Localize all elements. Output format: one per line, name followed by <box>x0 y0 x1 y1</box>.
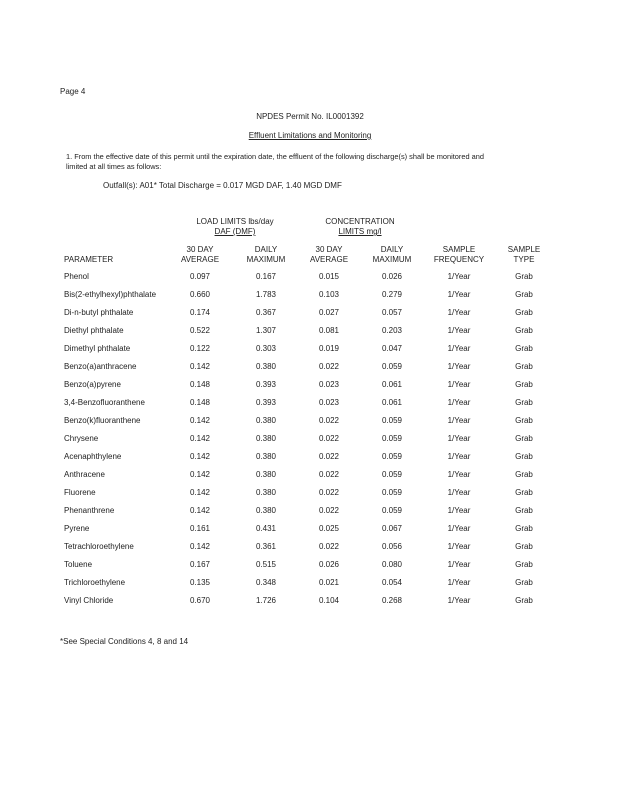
cell-parameter: Trichloroethylene <box>64 578 126 587</box>
column-header-conc-avg-line1: 30 DAY <box>315 245 343 254</box>
cell-conc-avg: 0.022 <box>318 488 340 497</box>
cell-sample-type: Grab <box>515 398 533 407</box>
cell-sample-type: Grab <box>515 434 533 443</box>
column-header-load-max-line2: MAXIMUM <box>246 255 286 264</box>
cell-load-max: 0.380 <box>255 452 277 461</box>
cell-sample-type: Grab <box>515 344 533 353</box>
column-header-load-avg-line2: AVERAGE <box>180 255 220 264</box>
cell-parameter: Acenaphthylene <box>64 452 122 461</box>
cell-sample-frequency: 1/Year <box>447 524 471 533</box>
cell-sample-frequency: 1/Year <box>447 344 471 353</box>
cell-sample-type: Grab <box>515 542 533 551</box>
cell-load-avg: 0.142 <box>189 488 211 497</box>
cell-conc-avg: 0.021 <box>318 578 340 587</box>
cell-parameter: Bis(2-ethylhexyl)phthalate <box>64 290 157 299</box>
cell-conc-avg: 0.027 <box>318 308 340 317</box>
load-limits-title: LOAD LIMITS lbs/day <box>196 217 274 226</box>
intro-line-2: limited at all times as follows: <box>66 162 162 171</box>
footnote: *See Special Conditions 4, 8 and 14 <box>60 637 189 646</box>
column-header-load-max <box>236 245 296 265</box>
cell-sample-frequency: 1/Year <box>447 470 471 479</box>
cell-conc-max: 0.059 <box>381 434 403 443</box>
cell-load-avg: 0.161 <box>189 524 211 533</box>
cell-load-max: 1.307 <box>255 326 277 335</box>
cell-sample-frequency: 1/Year <box>447 272 471 281</box>
cell-load-max: 0.380 <box>255 362 277 371</box>
cell-sample-type: Grab <box>515 506 533 515</box>
cell-sample-type: Grab <box>515 308 533 317</box>
cell-load-avg: 0.167 <box>189 560 211 569</box>
cell-conc-avg: 0.081 <box>318 326 340 335</box>
column-header-sample-type <box>496 245 552 265</box>
cell-sample-frequency: 1/Year <box>447 290 471 299</box>
cell-parameter: 3,4-Benzofluoranthene <box>64 398 145 407</box>
cell-parameter: Vinyl Chloride <box>64 596 114 605</box>
cell-conc-avg: 0.025 <box>318 524 340 533</box>
cell-conc-max: 0.059 <box>381 452 403 461</box>
cell-load-max: 0.380 <box>255 470 277 479</box>
cell-sample-type: Grab <box>515 524 533 533</box>
section-title: Effluent Limitations and Monitoring <box>248 131 372 140</box>
cell-load-max: 0.393 <box>255 380 277 389</box>
cell-parameter: Chrysene <box>64 434 99 443</box>
cell-sample-frequency: 1/Year <box>447 326 471 335</box>
cell-conc-max: 0.059 <box>381 488 403 497</box>
cell-conc-max: 0.067 <box>381 524 403 533</box>
cell-load-max: 1.783 <box>255 290 277 299</box>
cell-load-avg: 0.522 <box>189 326 211 335</box>
cell-sample-frequency: 1/Year <box>447 578 471 587</box>
cell-conc-avg: 0.026 <box>318 560 340 569</box>
cell-conc-max: 0.059 <box>381 506 403 515</box>
cell-load-max: 0.515 <box>255 560 277 569</box>
cell-sample-frequency: 1/Year <box>447 434 471 443</box>
cell-conc-avg: 0.103 <box>318 290 340 299</box>
cell-load-avg: 0.097 <box>189 272 211 281</box>
intro-line-1: 1. From the effective date of this permit until the expiration date, the effluent of the following discharge(s) shall be monitored and <box>66 152 484 161</box>
cell-load-avg: 0.142 <box>189 416 211 425</box>
cell-sample-type: Grab <box>515 380 533 389</box>
cell-parameter: Benzo(a)pyrene <box>64 380 121 389</box>
cell-load-avg: 0.660 <box>189 290 211 299</box>
cell-sample-frequency: 1/Year <box>447 308 471 317</box>
concentration-limits-header <box>305 217 415 237</box>
cell-sample-type: Grab <box>515 452 533 461</box>
cell-conc-avg: 0.023 <box>318 398 340 407</box>
cell-conc-avg: 0.022 <box>318 434 340 443</box>
cell-sample-type: Grab <box>515 416 533 425</box>
column-header-load-max-line1: DAILY <box>254 245 278 254</box>
cell-conc-max: 0.279 <box>381 290 403 299</box>
cell-sample-frequency: 1/Year <box>447 362 471 371</box>
cell-parameter: Phenanthrene <box>64 506 115 515</box>
cell-sample-type: Grab <box>515 596 533 605</box>
cell-load-max: 0.393 <box>255 398 277 407</box>
cell-sample-frequency: 1/Year <box>447 452 471 461</box>
outfall-line: Outfall(s): A01* Total Discharge = 0.017 MGD DAF, 1.40 MGD DMF <box>103 181 342 190</box>
column-header-load-avg-line1: 30 DAY <box>186 245 214 254</box>
cell-load-avg: 0.142 <box>189 542 211 551</box>
cell-load-avg: 0.142 <box>189 452 211 461</box>
cell-load-max: 0.380 <box>255 506 277 515</box>
cell-load-max: 0.380 <box>255 488 277 497</box>
cell-sample-type: Grab <box>515 362 533 371</box>
column-header-load-avg <box>170 245 230 265</box>
cell-parameter: Anthracene <box>64 470 105 479</box>
cell-parameter: Phenol <box>64 272 89 281</box>
cell-parameter: Fluorene <box>64 488 96 497</box>
cell-load-max: 0.367 <box>255 308 277 317</box>
cell-sample-frequency: 1/Year <box>447 596 471 605</box>
concentration-limits-subtitle: LIMITS mg/l <box>338 227 382 236</box>
cell-sample-type: Grab <box>515 560 533 569</box>
permit-title: NPDES Permit No. IL0001392 <box>256 112 364 121</box>
load-limits-header <box>175 217 295 237</box>
column-header-conc-avg-line2: AVERAGE <box>309 255 349 264</box>
cell-sample-frequency: 1/Year <box>447 506 471 515</box>
column-header-conc-max <box>362 245 422 265</box>
column-header-sample-type-line1: SAMPLE <box>507 245 541 254</box>
cell-sample-type: Grab <box>515 578 533 587</box>
cell-parameter: Benzo(k)fluoranthene <box>64 416 141 425</box>
cell-conc-max: 0.057 <box>381 308 403 317</box>
cell-parameter: Diethyl phthalate <box>64 326 124 335</box>
cell-sample-type: Grab <box>515 488 533 497</box>
cell-conc-max: 0.047 <box>381 344 403 353</box>
cell-conc-max: 0.056 <box>381 542 403 551</box>
cell-sample-type: Grab <box>515 290 533 299</box>
column-header-sample-type-line2: TYPE <box>513 255 535 264</box>
cell-conc-max: 0.059 <box>381 416 403 425</box>
cell-load-avg: 0.670 <box>189 596 211 605</box>
cell-conc-max: 0.026 <box>381 272 403 281</box>
cell-sample-frequency: 1/Year <box>447 416 471 425</box>
cell-conc-max: 0.059 <box>381 362 403 371</box>
cell-load-avg: 0.174 <box>189 308 211 317</box>
cell-conc-avg: 0.022 <box>318 542 340 551</box>
cell-load-max: 0.348 <box>255 578 277 587</box>
cell-sample-type: Grab <box>515 326 533 335</box>
cell-conc-avg: 0.023 <box>318 380 340 389</box>
cell-conc-avg: 0.019 <box>318 344 340 353</box>
cell-load-avg: 0.148 <box>189 398 211 407</box>
cell-sample-frequency: 1/Year <box>447 398 471 407</box>
cell-sample-frequency: 1/Year <box>447 488 471 497</box>
cell-conc-avg: 0.022 <box>318 452 340 461</box>
cell-parameter: Dimethyl phthalate <box>64 344 131 353</box>
column-header-conc-max-line1: DAILY <box>380 245 404 254</box>
cell-parameter: Pyrene <box>64 524 90 533</box>
cell-sample-frequency: 1/Year <box>447 542 471 551</box>
cell-parameter: Tetrachloroethylene <box>64 542 134 551</box>
cell-conc-avg: 0.022 <box>318 362 340 371</box>
cell-load-max: 1.726 <box>255 596 277 605</box>
cell-load-max: 0.431 <box>255 524 277 533</box>
cell-conc-avg: 0.022 <box>318 506 340 515</box>
cell-load-avg: 0.142 <box>189 470 211 479</box>
cell-sample-type: Grab <box>515 470 533 479</box>
page-number: Page 4 <box>60 87 86 96</box>
cell-conc-avg: 0.104 <box>318 596 340 605</box>
column-header-conc-avg <box>299 245 359 265</box>
cell-load-avg: 0.135 <box>189 578 211 587</box>
cell-load-avg: 0.142 <box>189 506 211 515</box>
cell-load-max: 0.167 <box>255 272 277 281</box>
cell-load-avg: 0.142 <box>189 434 211 443</box>
cell-load-avg: 0.148 <box>189 380 211 389</box>
cell-parameter: Di-n-butyl phthalate <box>64 308 134 317</box>
cell-parameter: Benzo(a)anthracene <box>64 362 137 371</box>
column-header-conc-max-line2: MAXIMUM <box>372 255 412 264</box>
cell-load-max: 0.361 <box>255 542 277 551</box>
cell-load-avg: 0.122 <box>189 344 211 353</box>
cell-conc-avg: 0.022 <box>318 416 340 425</box>
cell-conc-avg: 0.022 <box>318 470 340 479</box>
column-header-sample-frequency <box>424 245 494 265</box>
column-header-sample-frequency-line1: SAMPLE <box>442 245 476 254</box>
cell-load-max: 0.380 <box>255 416 277 425</box>
cell-load-avg: 0.142 <box>189 362 211 371</box>
column-header-parameter: PARAMETER <box>64 255 114 264</box>
cell-sample-frequency: 1/Year <box>447 380 471 389</box>
cell-conc-max: 0.203 <box>381 326 403 335</box>
cell-sample-frequency: 1/Year <box>447 560 471 569</box>
cell-load-max: 0.303 <box>255 344 277 353</box>
cell-conc-max: 0.054 <box>381 578 403 587</box>
cell-conc-max: 0.268 <box>381 596 403 605</box>
cell-conc-max: 0.061 <box>381 398 403 407</box>
load-limits-subtitle: DAF (DMF) <box>214 227 256 236</box>
cell-conc-max: 0.059 <box>381 470 403 479</box>
cell-sample-type: Grab <box>515 272 533 281</box>
cell-conc-max: 0.080 <box>381 560 403 569</box>
cell-conc-max: 0.061 <box>381 380 403 389</box>
cell-parameter: Toluene <box>64 560 93 569</box>
cell-conc-avg: 0.015 <box>318 272 340 281</box>
column-header-sample-frequency-line2: FREQUENCY <box>433 255 485 264</box>
cell-load-max: 0.380 <box>255 434 277 443</box>
concentration-limits-title: CONCENTRATION <box>325 217 395 226</box>
